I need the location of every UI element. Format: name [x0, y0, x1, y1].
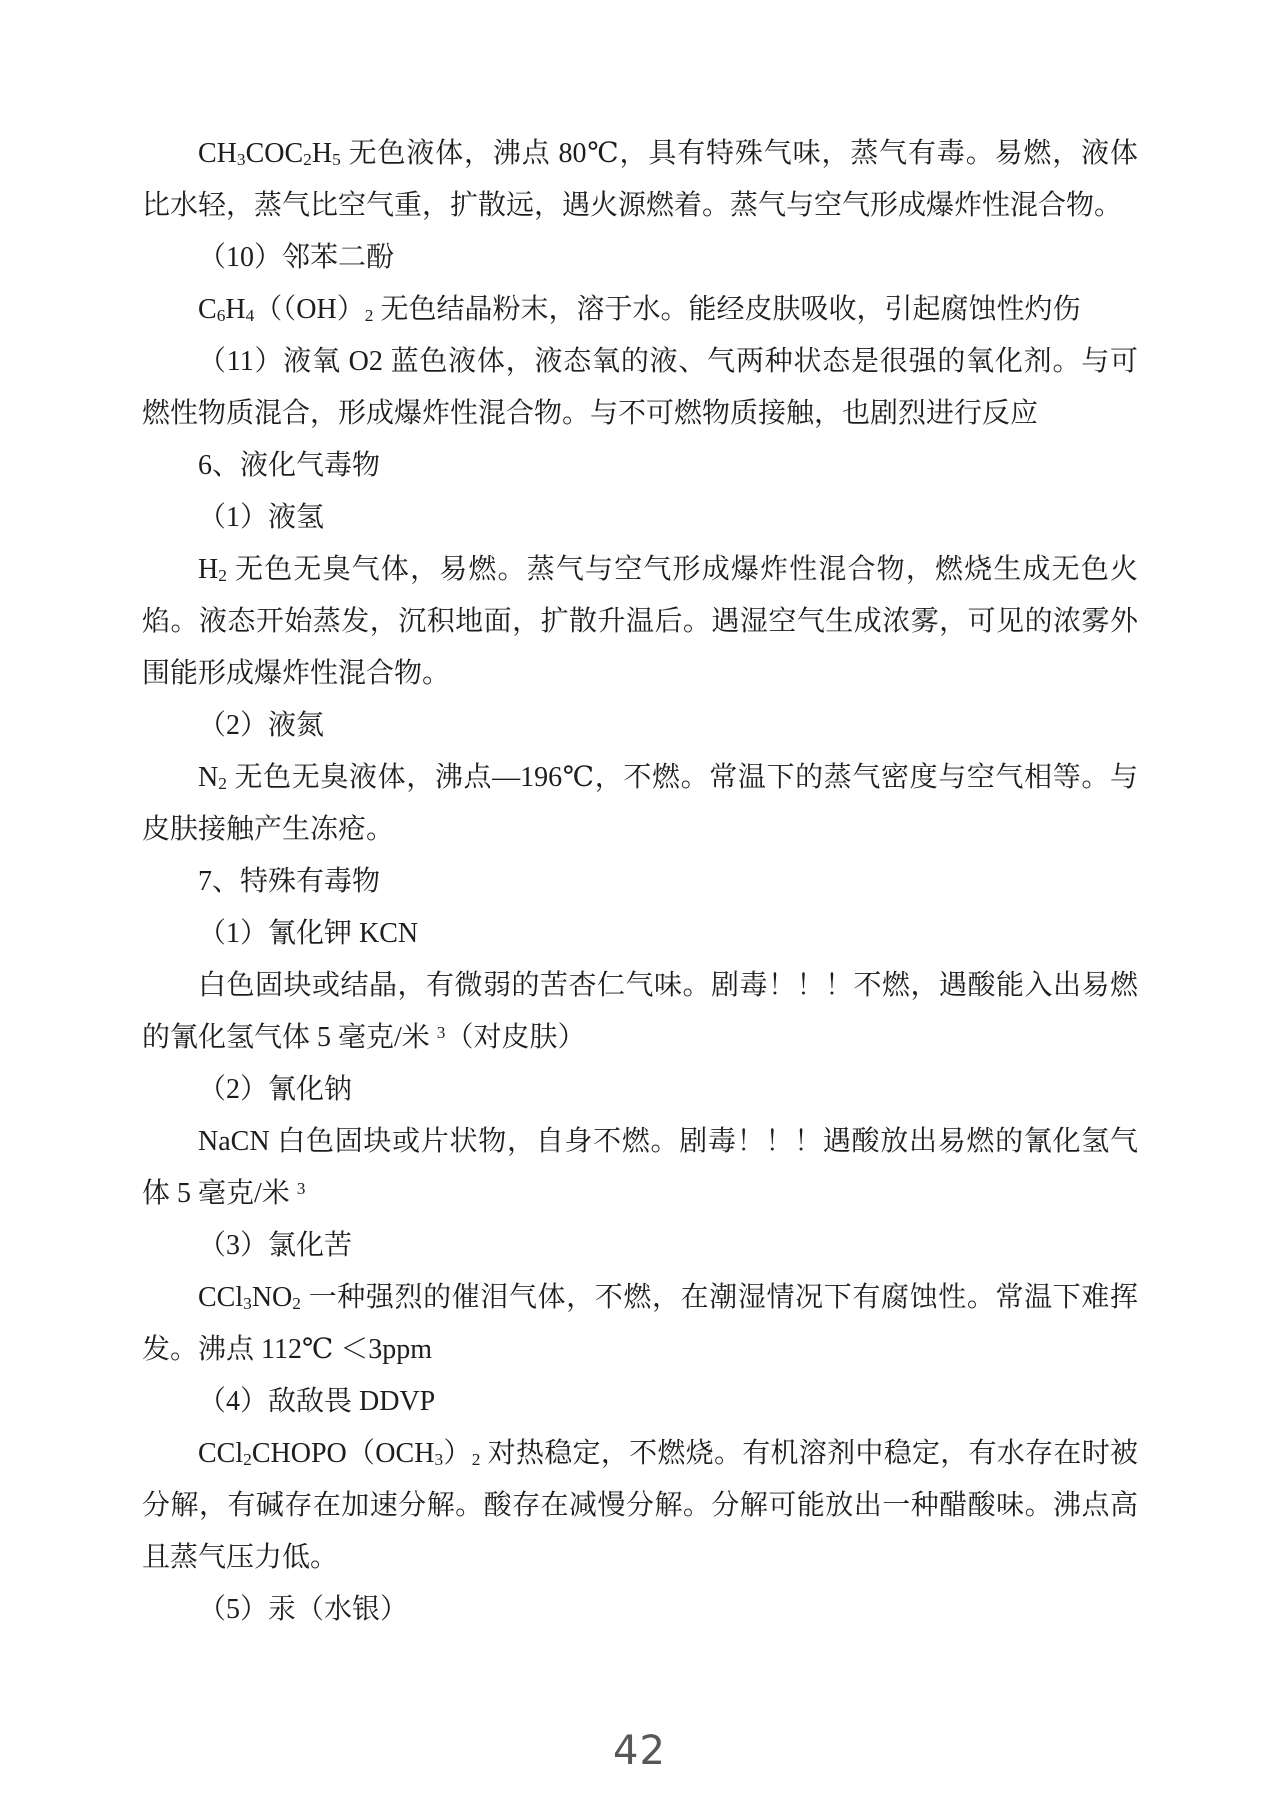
page-footer: [0, 1728, 1279, 1774]
subscript: 5: [332, 150, 341, 170]
text-run: （1）液氢: [198, 502, 325, 533]
heading-item-7-4: [142, 1376, 1138, 1428]
text-run: NaCN 白色固块或片状物，自身不燃。剧毒！！！遇酸放出易燃的氰化氢气体 5 毫克/米: [142, 1126, 1138, 1209]
text-run: CH: [198, 138, 237, 169]
text-run: COC: [245, 138, 304, 169]
text-run: 6、液化气毒物: [198, 450, 381, 481]
heading-item-7-5: [142, 1584, 1138, 1636]
subscript: 2: [218, 774, 227, 794]
subscript: 4: [245, 306, 255, 326]
para-chloropicrin: [142, 1272, 1138, 1376]
text-run: 7、特殊有毒物: [198, 866, 381, 897]
subscript: 3: [243, 1294, 252, 1314]
text-run: N: [198, 762, 219, 793]
text-run: （2）氰化钠: [198, 1074, 353, 1105]
superscript: 3: [296, 1179, 306, 1199]
superscript: 3: [436, 1023, 446, 1043]
subscript: 6: [216, 306, 226, 326]
text-run: （3）氯化苦: [198, 1230, 353, 1261]
subscript: 2: [364, 306, 374, 326]
para-potassium-cyanide: [142, 960, 1138, 1064]
para-catechol: [142, 284, 1138, 336]
text-run: 无色无臭气体，易燃。蒸气与空气形成爆炸性混合物，燃烧生成无色火焰。液态开始蒸发，沉积地面，扩散升温后。遇湿空气生成浓雾，可见的浓雾外围能形成爆炸性混合物。: [142, 554, 1138, 689]
text-run: 无色液体，沸点 80℃，具有特殊气味，蒸气有毒。易燃，液体比水轻，蒸气比空气重，扩散远，遇火源燃着。蒸气与空气形成爆炸性混合物。: [142, 138, 1138, 221]
text-run: CHOPO（OCH: [251, 1438, 435, 1469]
text-run: NO: [251, 1282, 293, 1313]
text-run: （1）氰化钾 KCN: [198, 918, 419, 949]
para-butanone: [142, 128, 1138, 232]
text-run: （5）汞（水银）: [198, 1594, 409, 1625]
para-liquid-nitrogen: [142, 752, 1138, 856]
subscript: 3: [236, 150, 246, 170]
heading-item-10: [142, 232, 1138, 284]
heading-section-6: [142, 440, 1138, 492]
text-run: （2）液氮: [198, 710, 325, 741]
para-liquid-hydrogen: [142, 544, 1138, 700]
text-run: H: [225, 294, 246, 325]
text-run: 对热稳定，不燃烧。有机溶剂中稳定，有水存在时被分解，有碱存在加速分解。酸存在减慢分解。分解可能放出一种醋酸味。沸点高且蒸气压力低。: [142, 1438, 1138, 1573]
text-run: （对皮肤）: [445, 1022, 586, 1053]
text-run: 一种强烈的催泪气体，不燃，在潮湿情况下有腐蚀性。常温下难挥发。沸点 112℃ ＜3ppm: [142, 1282, 1138, 1365]
para-ddvp: [142, 1428, 1138, 1584]
subscript: 2: [303, 150, 312, 170]
text-run: CCl: [198, 1438, 244, 1469]
para-sodium-cyanide: [142, 1116, 1138, 1220]
subscript: 2: [471, 1450, 481, 1470]
text-run: 无色结晶粉末，溶于水。能经皮肤吸收，引起腐蚀性灼伤: [373, 294, 1081, 325]
text-run: CCl: [198, 1282, 244, 1313]
text-run: H: [198, 554, 219, 585]
heading-item-6-2: [142, 700, 1138, 752]
heading-section-7: [142, 856, 1138, 908]
text-run: 无色无臭液体，沸点—196℃，不燃。常温下的蒸气密度与空气相等。与皮肤接触产生冻疮。: [142, 762, 1138, 845]
subscript: 2: [292, 1294, 301, 1314]
heading-item-7-1: [142, 908, 1138, 960]
subscript: 2: [218, 566, 227, 586]
heading-item-6-1: [142, 492, 1138, 544]
text-run: 白色固块或结晶，有微弱的苦杏仁气味。剧毒！！！不燃，遇酸能入出易燃的氰化氢气体 5 毫克/米: [142, 970, 1138, 1053]
text-run: H: [311, 138, 333, 169]
text-run: （4）敌敌畏 DDVP: [198, 1386, 436, 1417]
text-run: （10）邻苯二酚: [198, 242, 395, 273]
document-body: [142, 128, 1138, 1636]
heading-item-7-2: [142, 1064, 1138, 1116]
subscript: 3: [434, 1450, 444, 1470]
text-run: C: [198, 294, 217, 325]
text-run: ）: [443, 1438, 472, 1469]
text-run: （11）液氧 O2 蓝色液体，液态氧的液、气两种状态是很强的氧化剂。与可燃性物质混合，形成爆炸性混合物。与不可燃物质接触，也剧烈进行反应: [142, 346, 1138, 429]
text-run: （（OH）: [254, 294, 365, 325]
para-liquid-oxygen: [142, 336, 1138, 440]
page-number: 42: [613, 1728, 666, 1774]
subscript: 2: [243, 1450, 252, 1470]
heading-item-7-3: [142, 1220, 1138, 1272]
